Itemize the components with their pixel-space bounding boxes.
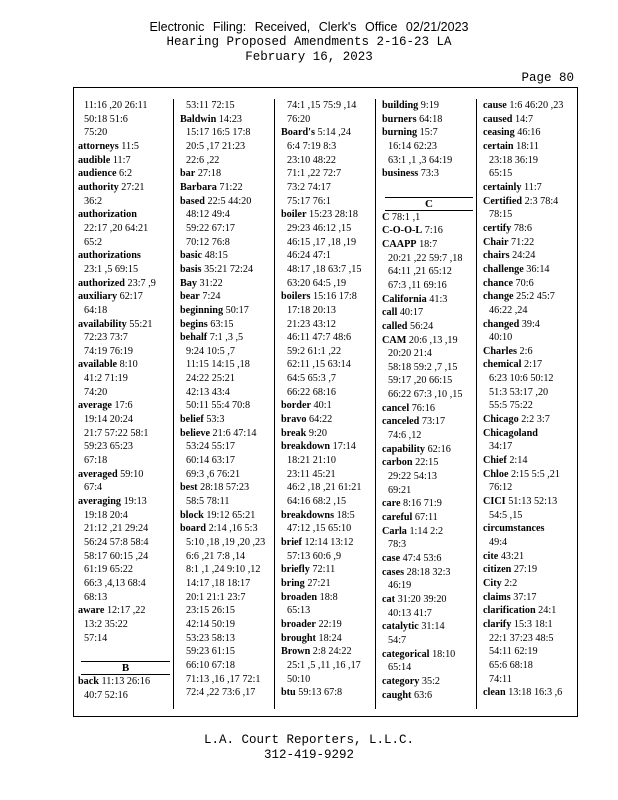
index-citation: 67:4 xyxy=(84,482,103,494)
index-entry: authorizations xyxy=(78,250,141,262)
index-entry: averaging 19:13 xyxy=(78,496,147,508)
index-citation: 63:20 64:5 ,19 xyxy=(287,277,347,289)
index-citation: 40:7 52:16 xyxy=(84,689,128,701)
index-entry: cite 43:21 xyxy=(483,550,525,562)
index-citation: 76:12 xyxy=(489,482,513,494)
index-entry: cancel 76:16 xyxy=(382,402,435,414)
index-citation: 54:11 62:19 xyxy=(489,646,538,658)
index-citation: 72:23 73:7 xyxy=(84,332,128,344)
index-citation: 75:17 76:1 xyxy=(287,195,331,207)
index-citation: 76:20 xyxy=(287,113,311,125)
index-entry: attorneys 11:5 xyxy=(78,140,140,152)
index-citation: 42:13 43:4 xyxy=(186,386,230,398)
index-citation: 40:13 41:7 xyxy=(388,607,432,619)
index-entry: caught 63:6 xyxy=(382,689,433,701)
index-citation: 21:12 ,21 29:24 xyxy=(84,523,149,535)
index-citation: 74:20 xyxy=(84,386,108,398)
index-citation: 58:18 59:2 ,7 ,15 xyxy=(388,361,458,373)
index-column-4 xyxy=(375,99,476,709)
index-citation: 14:17 ,18 18:17 xyxy=(186,577,251,589)
index-citation: 48:12 49:4 xyxy=(186,209,230,221)
index-entry: best 28:18 57:23 xyxy=(180,482,250,494)
index-citation: 69:3 ,6 76:21 xyxy=(186,468,241,480)
index-entry: CAAPP 18:7 xyxy=(382,238,438,250)
index-citation: 78:3 xyxy=(388,539,407,551)
index-citation: 51:3 53:17 ,20 xyxy=(489,386,549,398)
index-citation: 54:5 ,15 xyxy=(489,509,523,521)
index-entry: belief 53:3 xyxy=(180,414,225,426)
index-citation: 62:11 ,15 63:14 xyxy=(287,359,351,371)
index-citation: 55:5 75:22 xyxy=(489,400,533,412)
index-entry: bravo 64:22 xyxy=(281,414,333,426)
index-citation: 20:5 ,17 21:23 xyxy=(186,140,246,152)
index-entry: chairs 24:24 xyxy=(483,250,536,262)
index-entry: clean 13:18 16:3 ,6 xyxy=(483,687,563,699)
index-citation: 58:17 60:15 ,24 xyxy=(84,550,149,562)
index-citation: 34:17 xyxy=(489,441,513,453)
index-entry: border 40:1 xyxy=(281,400,332,412)
index-citation: 23:10 48:22 xyxy=(287,154,336,166)
index-citation: 29:22 54:13 xyxy=(388,471,437,483)
index-column-1 xyxy=(78,99,173,709)
index-citation: 40:10 xyxy=(489,332,513,344)
index-citation: 9:24 10:5 ,7 xyxy=(186,345,235,357)
index-citation: 70:12 76:8 xyxy=(186,236,230,248)
index-entry: careful 67:11 xyxy=(382,512,438,524)
index-entry: bear 7:24 xyxy=(180,291,221,303)
index-citation: 21:23 43:12 xyxy=(287,318,336,330)
index-entry: burners 64:18 xyxy=(382,113,443,125)
index-entry: boiler 15:23 28:18 xyxy=(281,209,358,221)
index-column-3 xyxy=(274,99,375,709)
index-entry: category 35:2 xyxy=(382,675,441,687)
hearing-date: February 16, 2023 xyxy=(245,50,373,64)
index-entry: board 2:14 ,16 5:3 xyxy=(180,523,258,535)
index-citation: 22:17 ,20 64:21 xyxy=(84,222,149,234)
index-entry: cause 1:6 46:20 ,23 xyxy=(483,100,564,111)
index-entry: Chicagoland xyxy=(483,427,538,439)
index-entry: business 73:3 xyxy=(382,168,439,180)
index-citation: 59:23 65:23 xyxy=(84,441,133,453)
index-entry: categorical 18:10 xyxy=(382,648,456,660)
index-entry: Certified 2:3 78:4 xyxy=(483,195,559,207)
index-entry: change 25:2 45:7 xyxy=(483,291,555,303)
index-entry: brief 12:14 13:12 xyxy=(281,537,354,548)
index-citation: 20:21 ,22 59:7 ,18 xyxy=(388,252,463,264)
index-entry: cat 31:20 39:20 xyxy=(382,593,447,605)
index-citation: 25:1 ,5 ,11 ,16 ,17 xyxy=(287,659,361,671)
index-citation: 68:13 xyxy=(84,591,108,603)
index-entry: Chicago 2:2 3:7 xyxy=(483,414,550,426)
index-entry: catalytic 31:14 xyxy=(382,621,445,633)
index-entry: authorization xyxy=(78,209,137,221)
index-entry: claims 37:17 xyxy=(483,591,537,603)
index-citation: 54:7 xyxy=(388,634,407,646)
index-citation: 63:1 ,1 ,3 64:19 xyxy=(388,154,453,166)
index-entry: C-O-O-L 7:16 xyxy=(382,225,443,237)
index-citation: 46:19 xyxy=(388,580,412,592)
index-entry: called 56:24 xyxy=(382,320,434,332)
section-letter: B xyxy=(81,661,170,675)
index-citation: 53:24 55:17 xyxy=(186,441,235,453)
index-entry: auxiliary 62:17 xyxy=(78,291,143,303)
index-entry: back 11:13 26:16 xyxy=(78,675,151,687)
index-citation: 71:1 ,22 72:7 xyxy=(287,168,342,180)
index-citation: 17:18 20:13 xyxy=(287,304,336,316)
index-citation: 23:11 45:21 xyxy=(287,468,336,480)
index-citation: 23:15 26:15 xyxy=(186,605,235,617)
index-citation: 69:21 xyxy=(388,484,412,496)
index-citation: 21:7 57:22 58:1 xyxy=(84,427,149,439)
index-citation: 46:11 47:7 48:6 xyxy=(287,332,352,344)
index-entry: call 40:17 xyxy=(382,307,424,319)
index-citation: 46:2 ,18 ,21 61:21 xyxy=(287,482,362,494)
index-entry: broader 22:19 xyxy=(281,618,342,630)
index-entry: available 8:10 xyxy=(78,359,138,371)
index-citation: 59:22 67:17 xyxy=(186,222,235,234)
index-entry: changed 39:4 xyxy=(483,318,540,330)
index-citation: 57:13 60:6 ,9 xyxy=(287,550,342,562)
index-entry: burning 15:7 xyxy=(382,127,438,139)
index-citation: 65:13 xyxy=(287,605,311,617)
section-letter: C xyxy=(385,197,473,211)
index-entry: Carla 1:14 2:2 xyxy=(382,525,444,537)
index-citation: 6:6 ,21 7:8 ,14 xyxy=(186,550,246,562)
court-reporter-phone: 312-419-9292 xyxy=(263,748,354,762)
index-citation: 48:17 ,18 63:7 ,15 xyxy=(287,263,362,275)
index-citation: 15:17 16:5 17:8 xyxy=(186,127,251,139)
index-entry: Chloe 2:15 5:5 ,21 xyxy=(483,468,560,480)
index-citation: 46:22 ,24 xyxy=(489,304,528,316)
blank-line xyxy=(382,181,476,195)
index-entry: brought 18:24 xyxy=(281,632,342,644)
index-entry: Chief 2:14 xyxy=(483,455,528,467)
index-citation: 46:15 ,17 ,18 ,19 xyxy=(287,236,357,248)
index-citation: 11:15 14:15 ,18 xyxy=(186,359,250,371)
index-citation: 74:11 xyxy=(489,673,512,685)
index-entry: breakdowns 18:5 xyxy=(281,509,355,521)
index-entry: break 9:20 xyxy=(281,427,327,439)
index-entry: clarify 15:3 18:1 xyxy=(483,618,553,630)
index-entry: bar 27:18 xyxy=(180,168,222,180)
index-citation: 29:23 46:12 ,15 xyxy=(287,222,352,234)
index-entry: challenge 36:14 xyxy=(483,263,550,275)
index-entry: audience 6:2 xyxy=(78,168,133,180)
index-citation: 75:20 xyxy=(84,127,108,139)
index-entry: case 47:4 53:6 xyxy=(382,553,442,564)
index-citation: 59:2 61:1 ,22 xyxy=(287,345,342,357)
index-entry: clarification 24:1 xyxy=(483,605,557,617)
index-citation: 20:1 21:1 23:7 xyxy=(186,591,246,603)
index-citation: 59:23 61:15 xyxy=(186,646,235,658)
index-citation: 61:19 65:22 xyxy=(84,564,133,576)
index-entry: btu 59:13 67:8 xyxy=(281,687,343,699)
index-citation: 66:22 67:3 ,10 ,15 xyxy=(388,389,463,401)
index-entry: carbon 22:15 xyxy=(382,457,439,469)
index-entry: authority 27:21 xyxy=(78,181,145,193)
index-entry: beginning 50:17 xyxy=(180,304,249,316)
index-entry: average 17:6 xyxy=(78,400,133,412)
index-citation: 65:15 xyxy=(489,168,513,180)
index-citation: 50:11 55:4 70:8 xyxy=(186,400,251,412)
index-citation: 78:15 xyxy=(489,209,513,221)
index-citation: 20:20 21:4 xyxy=(388,348,432,360)
index-entry: aware 12:17 ,22 xyxy=(78,605,146,617)
index-citation: 59:17 ,20 66:15 xyxy=(388,375,453,387)
index-entry: audible 11:7 xyxy=(78,154,131,166)
index-entry: begins 63:15 xyxy=(180,318,234,330)
index-citation: 22:1 37:23 48:5 xyxy=(489,632,554,644)
index-entry: C 78:1 ,1 xyxy=(382,211,421,223)
index-entry: CICI 51:13 52:13 xyxy=(483,496,558,508)
index-entry: CAM 20:6 ,13 ,19 xyxy=(382,334,458,346)
index-entry: capability 62:16 xyxy=(382,443,451,455)
index-citation: 60:14 63:17 xyxy=(186,455,235,467)
index-citation: 36:2 xyxy=(84,195,103,207)
index-entry: caused 14:7 xyxy=(483,113,534,125)
index-citation: 53:11 72:15 xyxy=(186,100,235,111)
index-entry: certain 18:11 xyxy=(483,140,539,152)
index-citation: 8:1 ,1 ,24 9:10 ,12 xyxy=(186,564,261,576)
index-citation: 11:16 ,20 26:11 xyxy=(84,100,148,111)
index-citation: 74:19 76:19 xyxy=(84,345,133,357)
index-citation: 67:18 xyxy=(84,455,108,467)
index-citation: 64:16 68:2 ,15 xyxy=(287,496,347,508)
blank-line xyxy=(78,645,173,659)
index-citation: 57:14 xyxy=(84,632,108,644)
index-citation: 58:5 78:11 xyxy=(186,496,230,508)
index-citation: 66:10 67:18 xyxy=(186,659,235,671)
index-entry: chemical 2:17 xyxy=(483,359,543,371)
index-citation: 5:10 ,18 ,19 ,20 ,23 xyxy=(186,537,266,548)
index-citation: 50:10 xyxy=(287,673,311,685)
index-entry: basis 35:21 72:24 xyxy=(180,263,254,275)
index-citation: 66:3 ,4,13 68:4 xyxy=(84,577,146,589)
index-entry: ceasing 46:16 xyxy=(483,127,541,139)
index-citation: 6:4 7:19 8:3 xyxy=(287,140,337,152)
index-entry: based 22:5 44:20 xyxy=(180,195,252,207)
index-citation: 53:23 58:13 xyxy=(186,632,235,644)
index-entry: breakdown 17:14 xyxy=(281,441,356,453)
filing-stamp: Electronic Filing: Received, Clerk's Office 02/21/2023 xyxy=(149,20,469,34)
index-entry: certainly 11:7 xyxy=(483,181,542,193)
index-entry: Baldwin 14:23 xyxy=(180,113,243,125)
index-entry: California 41:3 xyxy=(382,293,448,305)
index-entry: citizen 27:19 xyxy=(483,564,538,576)
index-entry: availability 55:21 xyxy=(78,318,153,330)
index-citation: 22:6 ,22 xyxy=(186,154,220,166)
index-citation: 18:21 21:10 xyxy=(287,455,336,467)
index-citation: 23:1 ,5 69:15 xyxy=(84,263,139,275)
document-title: Hearing Proposed Amendments 2-16-23 LA xyxy=(166,35,452,49)
index-entry: chance 70:6 xyxy=(483,277,534,289)
index-entry: behalf 7:1 ,3 ,5 xyxy=(180,332,244,344)
index-citation: 56:24 57:8 58:4 xyxy=(84,537,149,548)
index-column-2 xyxy=(173,99,274,709)
page-number: Page 80 xyxy=(521,71,574,85)
index-citation: 46:24 47:1 xyxy=(287,250,331,262)
index-citation: 74:6 ,12 xyxy=(388,430,422,442)
index-citation: 47:12 ,15 65:10 xyxy=(287,523,352,535)
index-citation: 42:14 50:19 xyxy=(186,618,235,630)
index-citation: 65:6 68:18 xyxy=(489,659,533,671)
index-citation: 65:14 xyxy=(388,662,412,674)
index-entry: averaged 59:10 xyxy=(78,468,144,480)
index-entry: Brown 2:8 24:22 xyxy=(281,646,352,658)
index-citation: 64:18 xyxy=(84,304,108,316)
index-entry: City 2:2 xyxy=(483,577,518,589)
index-citation: 66:22 68:16 xyxy=(287,386,336,398)
index-citation: 41:2 71:19 xyxy=(84,373,128,385)
index-citation: 71:13 ,16 ,17 72:1 xyxy=(186,673,261,685)
index-citation: 64:5 65:3 ,7 xyxy=(287,373,336,385)
index-citation: 50:18 51:6 xyxy=(84,113,128,125)
index-entry: Board's 5:14 ,24 xyxy=(281,127,351,139)
index-citation: 16:14 62:23 xyxy=(388,140,437,152)
index-entry: Charles 2:6 xyxy=(483,345,533,357)
index-citation: 73:2 74:17 xyxy=(287,181,331,193)
index-entry: believe 21:6 47:14 xyxy=(180,427,257,439)
index-citation: 64:11 ,21 65:12 xyxy=(388,266,452,278)
index-entry: briefly 72:11 xyxy=(281,564,336,576)
index-citation: 6:23 10:6 50:12 xyxy=(489,373,554,385)
index-entry: canceled 73:17 xyxy=(382,416,446,428)
index-entry: circumstances xyxy=(483,523,545,535)
index-entry: block 19:12 65:21 xyxy=(180,509,256,521)
index-citation: 65:2 xyxy=(84,236,103,248)
index-citation: 13:2 35:22 xyxy=(84,618,128,630)
index-citation: 49:4 xyxy=(489,537,508,548)
index-entry: certify 78:6 xyxy=(483,222,532,234)
index-entry: basic 48:15 xyxy=(180,250,228,262)
index-entry: Chair 71:22 xyxy=(483,236,535,248)
index-entry: care 8:16 71:9 xyxy=(382,498,442,510)
index-entry: bring 27:21 xyxy=(281,577,331,589)
court-reporter-name: L.A. Court Reporters, L.L.C. xyxy=(203,733,415,747)
index-entry: Bay 31:22 xyxy=(180,277,223,289)
index-citation: 19:18 20:4 xyxy=(84,509,128,521)
index-citation: 74:1 ,15 75:9 ,14 xyxy=(287,100,357,111)
index-entry: boilers 15:16 17:8 xyxy=(281,291,357,303)
index-citation: 19:14 20:24 xyxy=(84,414,133,426)
index-entry: Barbara 71:22 xyxy=(180,181,243,193)
index-citation: 24:22 25:21 xyxy=(186,373,235,385)
index-entry: building 9:19 xyxy=(382,100,439,111)
index-citation: 67:3 ,11 69:16 xyxy=(388,279,447,291)
index-entry: authorized 23:7 ,9 xyxy=(78,277,156,289)
index-entry: broaden 18:8 xyxy=(281,591,338,603)
index-citation: 72:4 ,22 73:6 ,17 xyxy=(186,687,256,699)
index-column-5 xyxy=(476,99,577,709)
index-citation: 23:18 36:19 xyxy=(489,154,538,166)
index-entry: cases 28:18 32:3 xyxy=(382,566,451,578)
